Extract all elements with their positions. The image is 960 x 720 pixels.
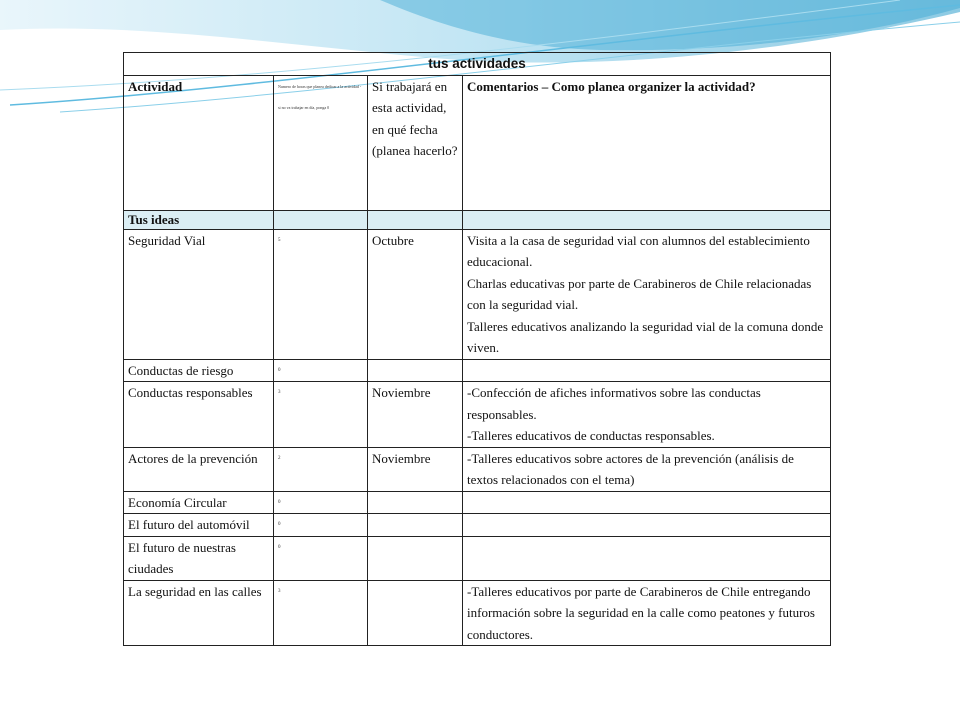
header-comments: Comentarios – Como planea organizer la actividad? bbox=[463, 75, 831, 210]
comment-line: -Talleres educativos sobre actores de la prevención (análisis de textos relacionados con el tema) bbox=[467, 450, 794, 487]
activities-table bbox=[123, 52, 831, 646]
comments-cell bbox=[463, 447, 831, 491]
header-row bbox=[124, 75, 831, 210]
section-label: Tus ideas bbox=[124, 210, 274, 229]
comments-cell bbox=[463, 536, 831, 580]
table-row bbox=[124, 491, 831, 514]
section-empty-cell bbox=[274, 210, 368, 229]
hours-value: 0 bbox=[274, 359, 368, 382]
comments-cell bbox=[463, 229, 831, 359]
activity-name: Actores de la prevención bbox=[124, 447, 274, 491]
date-value bbox=[368, 580, 463, 646]
date-value: Octubre bbox=[368, 229, 463, 359]
hours-value: 3 bbox=[274, 382, 368, 448]
title-row bbox=[124, 53, 831, 76]
comments-cell bbox=[463, 580, 831, 646]
table-row bbox=[124, 382, 831, 448]
hours-value: 0 bbox=[274, 536, 368, 580]
section-row bbox=[124, 210, 831, 229]
hours-value: 5 bbox=[274, 229, 368, 359]
comment-line: Charlas educativas por parte de Carabineros de Chile relacionadas con la seguridad vial. bbox=[467, 275, 812, 312]
date-value: Noviembre bbox=[368, 382, 463, 448]
comment-line: -Talleres educativos de conductas responsables. bbox=[467, 428, 715, 443]
date-value bbox=[368, 536, 463, 580]
activity-name: Conductas de riesgo bbox=[124, 359, 274, 382]
comments-cell bbox=[463, 359, 831, 382]
comments-cell bbox=[463, 514, 831, 537]
hours-value: 3 bbox=[274, 580, 368, 646]
activity-name: Economía Circular bbox=[124, 491, 274, 514]
section-empty-cell bbox=[368, 210, 463, 229]
header-hours: Numero de horas que planea dedicar a la actividad - si no va trabajar en día, ponga 0 bbox=[274, 75, 368, 210]
table-row bbox=[124, 536, 831, 580]
activity-name: El futuro de nuestras ciudades bbox=[124, 536, 274, 580]
header-activity: Actividad bbox=[124, 75, 274, 210]
comment-line: Talleres educativos analizando la seguridad vial de la comuna donde viven. bbox=[467, 318, 824, 355]
header-date: Si trabajará en esta actividad, en qué fecha (planea hacerlo? bbox=[368, 75, 463, 210]
activity-name: Conductas responsables bbox=[124, 382, 274, 448]
comment-line: -Talleres educativos por parte de Carabineros de Chile entregando información sobre la seguridad en la calle como peatones y futuros conductores. bbox=[467, 583, 815, 642]
date-value bbox=[368, 491, 463, 514]
activity-name: La seguridad en las calles bbox=[124, 580, 274, 646]
table-row bbox=[124, 580, 831, 646]
date-value bbox=[368, 359, 463, 382]
date-value bbox=[368, 514, 463, 537]
comments-cell bbox=[463, 491, 831, 514]
table-row bbox=[124, 229, 831, 359]
table-row bbox=[124, 447, 831, 491]
table-row bbox=[124, 359, 831, 382]
date-value: Noviembre bbox=[368, 447, 463, 491]
table-row bbox=[124, 514, 831, 537]
activity-name: Seguridad Vial bbox=[124, 229, 274, 359]
hours-value: 2 bbox=[274, 447, 368, 491]
comment-line: Visita a la casa de seguridad vial con alumnos del establecimiento educacional. bbox=[467, 232, 810, 269]
hours-value: 0 bbox=[274, 491, 368, 514]
comment-line: -Confección de afiches informativos sobre las conductas responsables. bbox=[467, 385, 761, 422]
hours-value: 0 bbox=[274, 514, 368, 537]
section-empty-cell bbox=[463, 210, 831, 229]
comments-cell bbox=[463, 382, 831, 448]
table-title: tus actividades bbox=[124, 53, 831, 76]
activity-name: El futuro del automóvil bbox=[124, 514, 274, 537]
